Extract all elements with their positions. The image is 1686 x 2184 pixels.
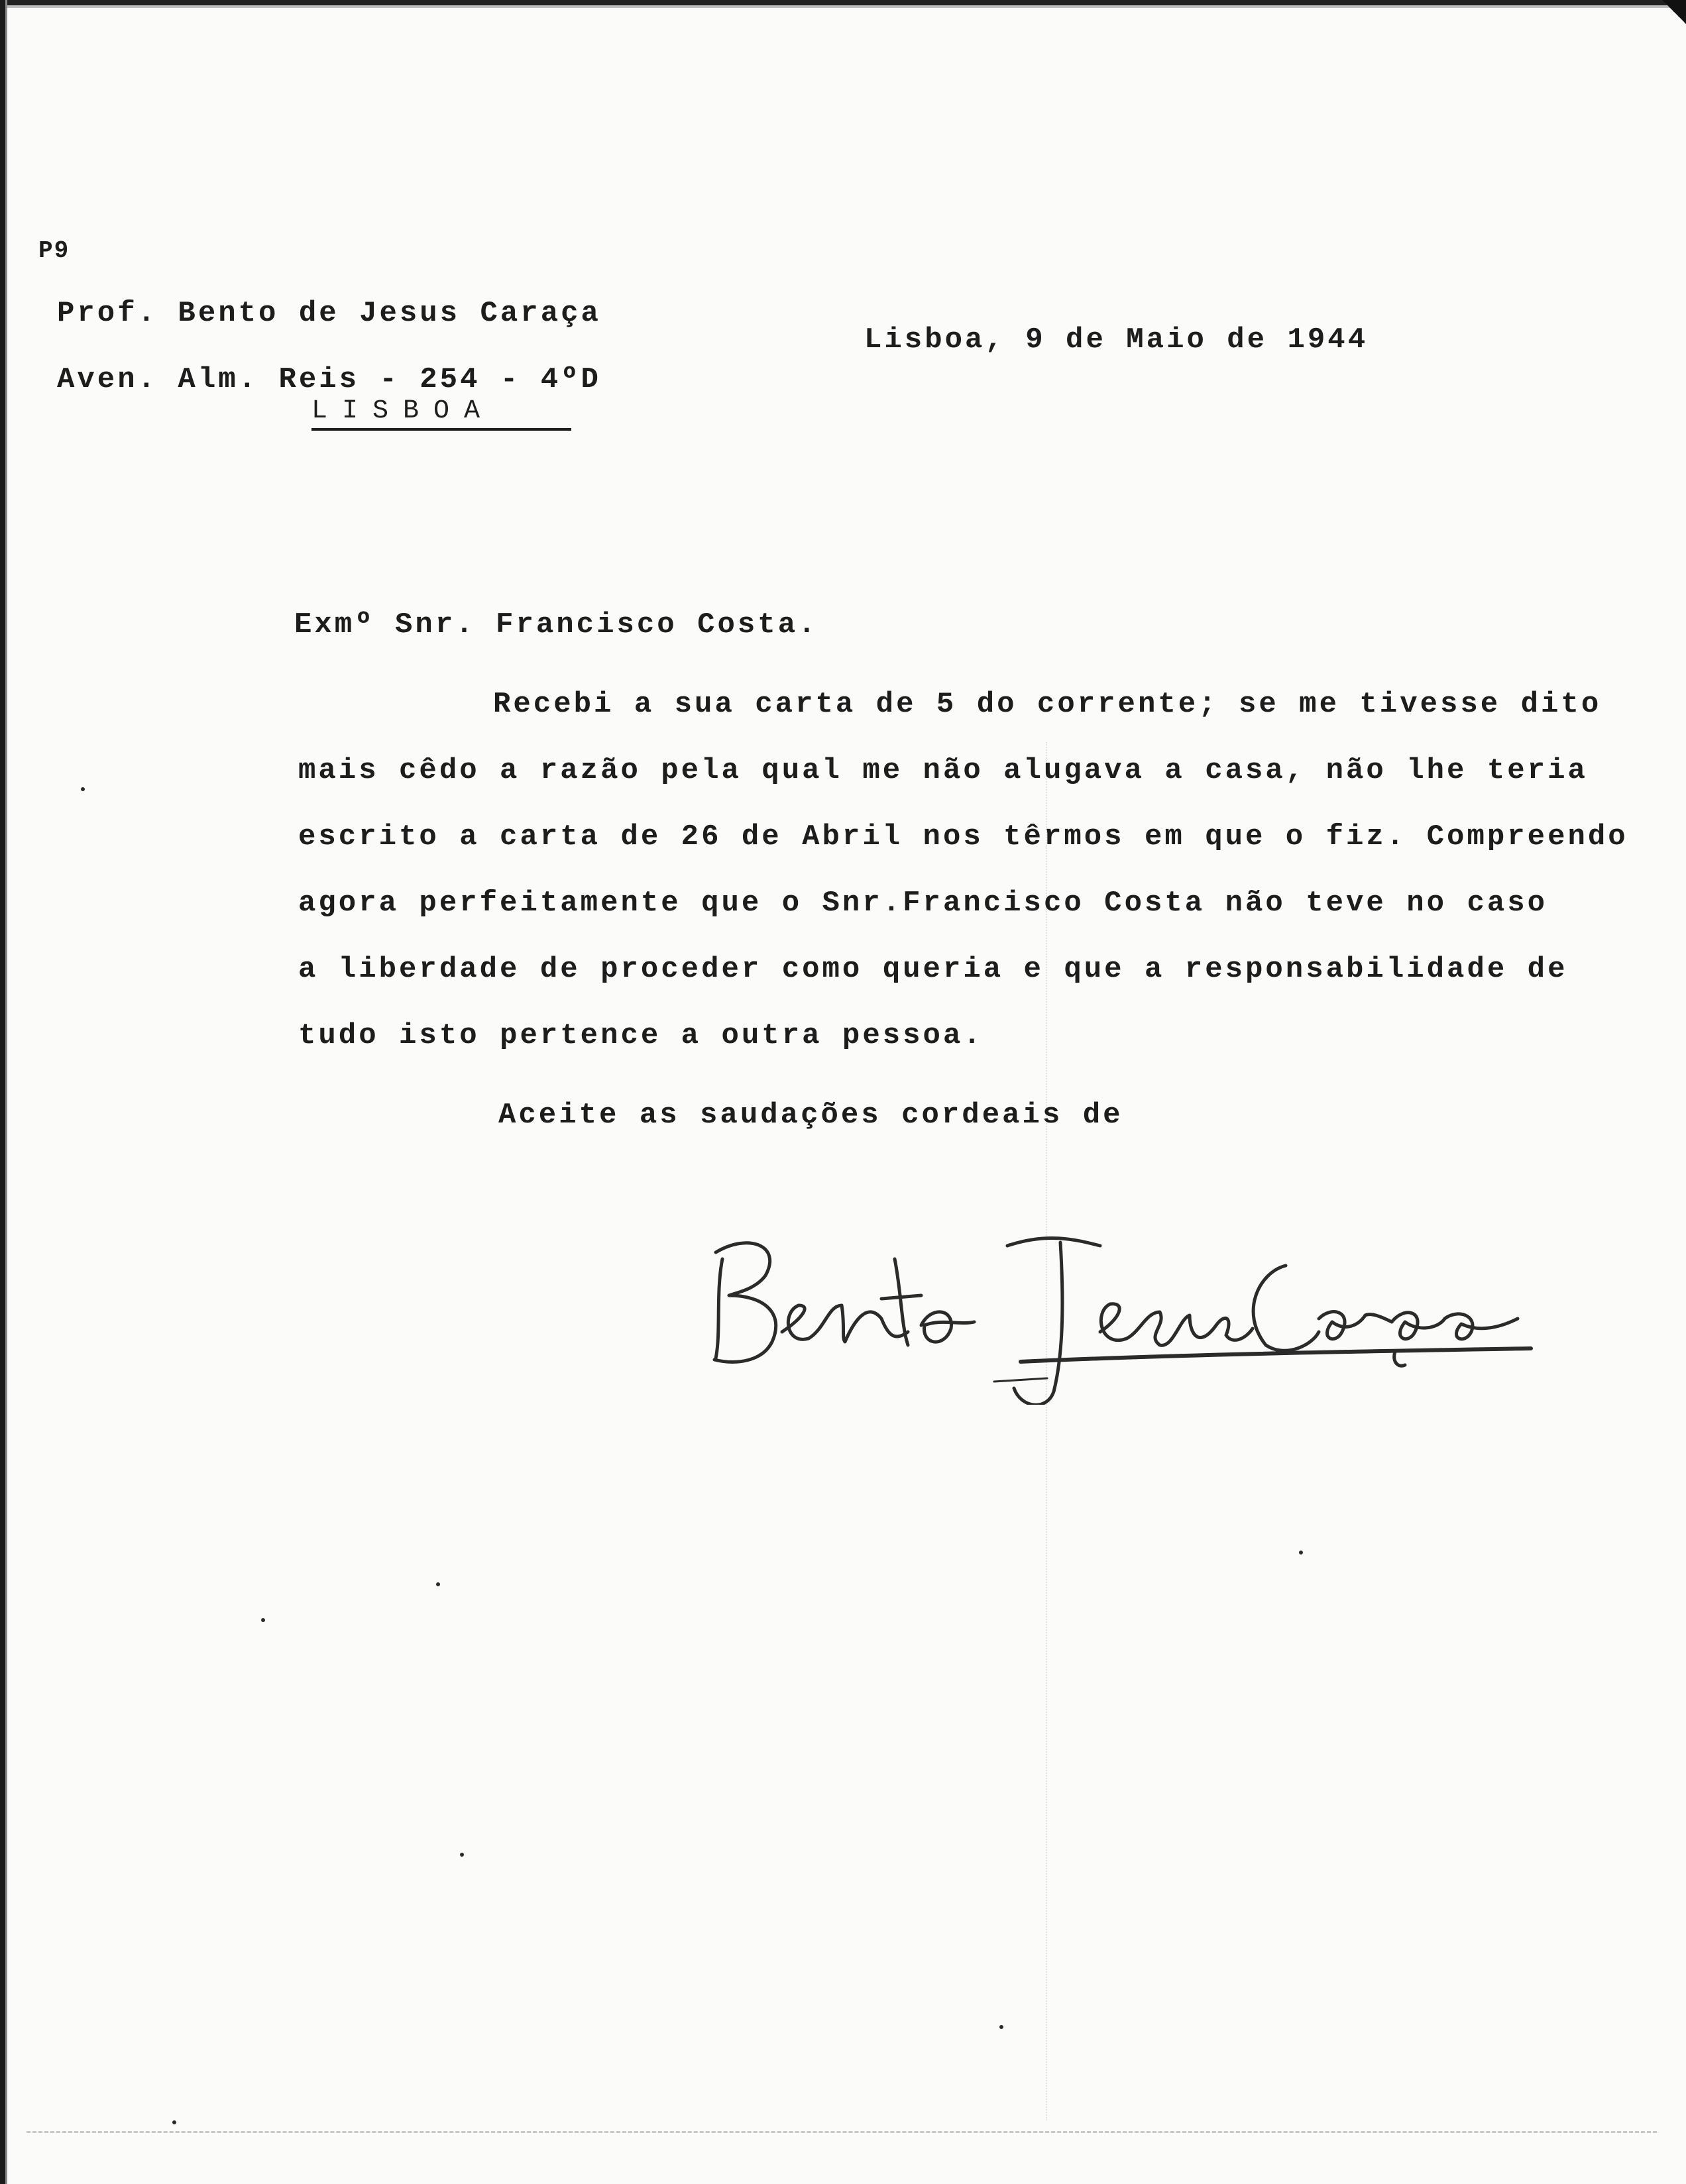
reference-mark: P9 — [38, 237, 70, 264]
body-line: tudo isto pertence a outra pessoa. — [298, 1019, 984, 1052]
scan-speck — [81, 787, 85, 791]
scan-left-edge — [0, 0, 11, 2184]
sender-name: Prof. Bento de Jesus Caraça — [57, 297, 601, 330]
body-line: mais cêdo a razão pela qual me não alugava a casa, não lhe teria — [298, 754, 1588, 787]
city-underline — [311, 428, 571, 431]
scan-bottom-edge — [27, 2131, 1657, 2133]
scan-speck — [999, 2025, 1003, 2029]
date-line: Lisboa, 9 de Maio de 1944 — [864, 323, 1369, 356]
scan-speck — [172, 2120, 176, 2124]
scan-speck — [261, 1618, 265, 1622]
body-line: agora perfeitamente que o Snr.Francisco Costa não teve no caso — [298, 887, 1548, 920]
body-line: a liberdade de proceder como queria e que a responsabilidade de — [298, 953, 1568, 986]
scan-speck — [460, 1853, 464, 1857]
scan-speck — [1299, 1551, 1303, 1555]
salutation: Exmº Snr. Francisco Costa. — [294, 608, 818, 641]
closing-line: Aceite as saudações cordeais de — [498, 1099, 1123, 1132]
handwritten-signature — [702, 1219, 1564, 1405]
scan-corner — [1646, 0, 1686, 40]
scan-top-edge — [0, 0, 1686, 13]
fold-line — [1046, 742, 1047, 2120]
sender-city: LISBOA — [311, 396, 495, 426]
body-line: Recebi a sua carta de 5 do corrente; se me tivesse dito — [493, 688, 1602, 721]
scan-speck — [436, 1582, 440, 1586]
sender-address: Aven. Alm. Reis - 254 - 4ºD — [57, 363, 601, 396]
body-line: escrito a carta de 26 de Abril nos têrmos em que o fiz. Compreendo — [298, 820, 1628, 853]
